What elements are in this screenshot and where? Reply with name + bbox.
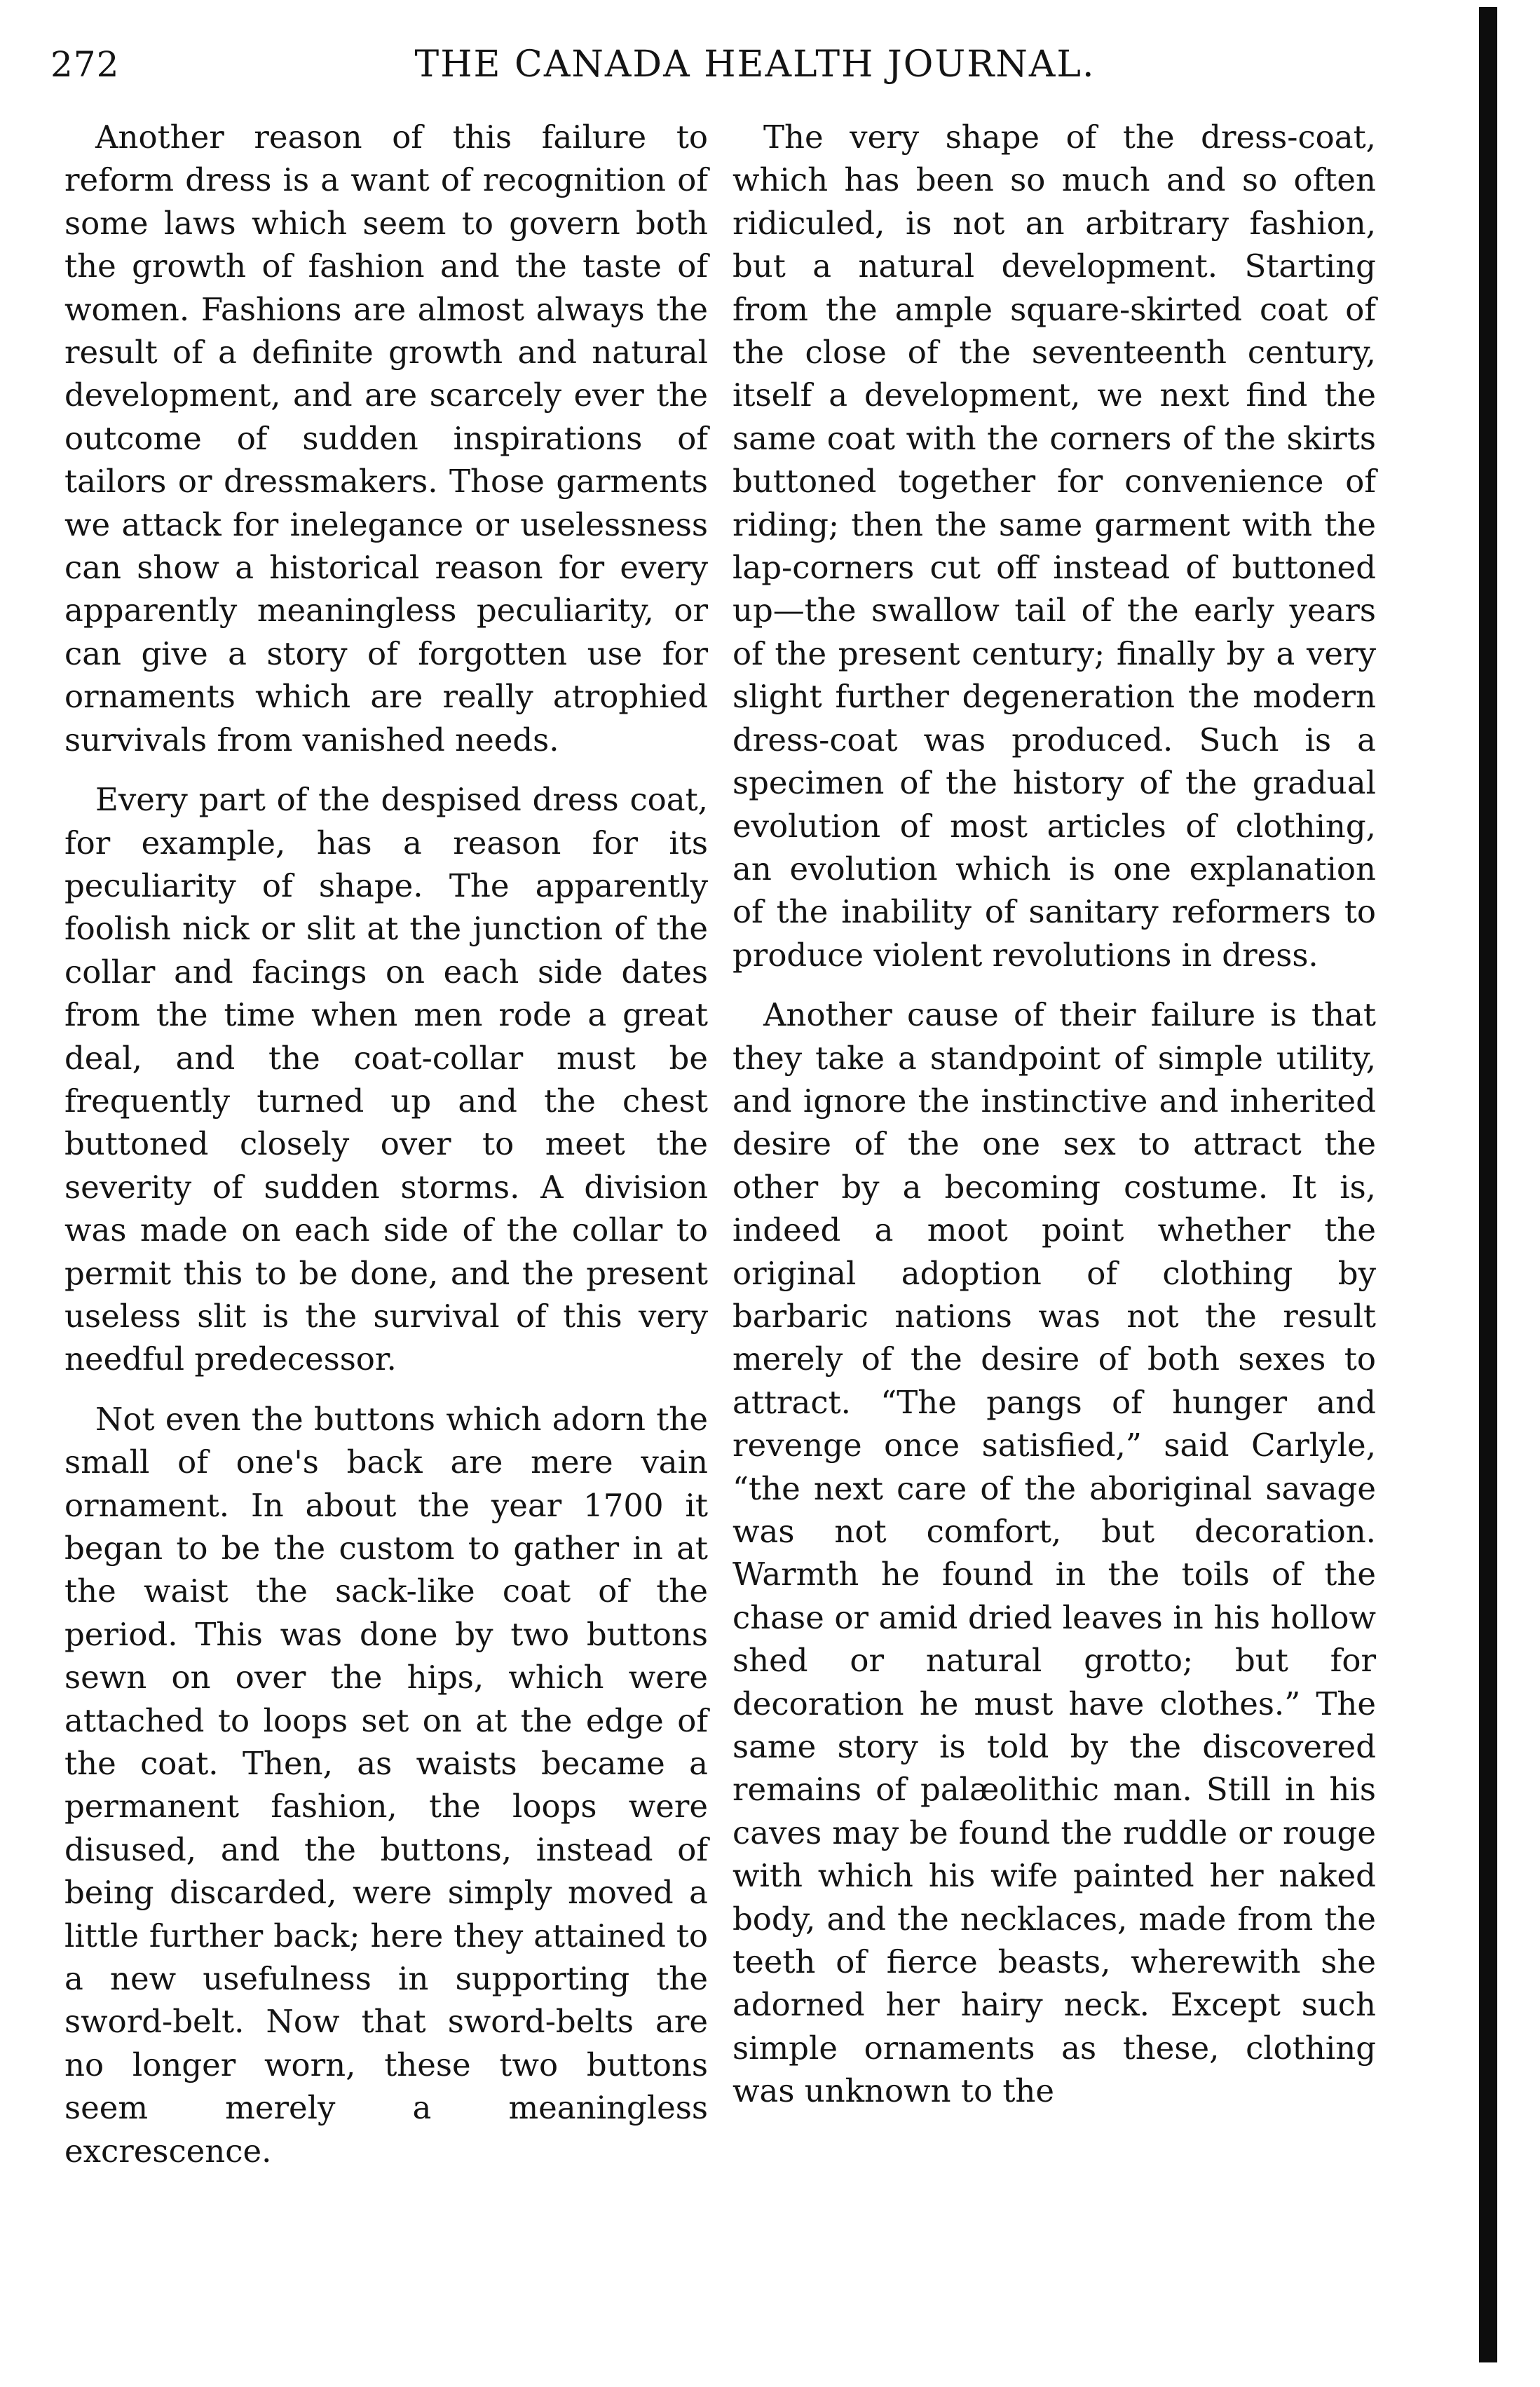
paragraph: Another cause of their failure is that they take a standpoint of simple utility, and ignore the instinctive and inherited desire of the one sex to attract the other by a becoming costume. It is, indeed a moot point whether the original adoption of clothing by barbaric nations was not the result merely of the desire of both sexes to attract. “The pangs of hunger and revenge once satisfied,” said Carlyle, “the next care of the aboriginal savage was not comfort, but decoration. Warmth he found in the toils of the chase or amid dried leaves in his hollow shed or natural grotto; but for decoration he must have clothes.” The same story is told by the discovered remains of palæolithic man. Still in his caves may be found the ruddle or rouge with which his wife painted her naked body, and the necklaces, made from the teeth of fierce beasts, wherewith she adorned her hairy neck. Except such simple ornaments as these, clothing was unknown to the [732,996,1376,2110]
left-column [64,116,708,2189]
running-title: THE CANADA HEALTH JOURNAL. [414,43,1096,86]
page-header [50,36,1382,93]
paragraph: Another reason of this failure to reform dress is a want of recognition of some laws which seem to govern both the growth of fashion and the taste of women. Fashions are almost always the result of a definite growth and natural development, and are scarcely ever the outcome of sudden inspirations of tailors or dressmakers. Those garments we attack for inelegance or uselessness can show a historical reason for every apparently meaningless peculiarity, or can give a story of forgotten use for ornaments which are really atrophied survivals from vanished needs. [64,118,708,759]
right-column [732,116,1376,2130]
paragraph: Every part of the despised dress coat, for example, has a reason for its peculiarity of shape. The apparently foolish nick or slit at the junction of the collar and facings on each side dates from the time when men rode a great deal, and the coat-collar must be frequently turned up and the chest buttoned closely over to meet the severity of sudden storms. A division was made on each side of the collar to permit this to be done, and the present useless slit is the survival of this very needful predecessor. [64,781,708,1378]
paragraph: Not even the buttons which adorn the small of one's back are mere vain ornament. In about the year 1700 it began to be the custom to gather in at the waist the sack-like coat of the period. This was done by two buttons sewn on over the hips, which were attached to loops set on at the edge of the coat. Then, as waists became a permanent fashion, the loops were disused, and the buttons, instead of being discarded, were simply moved a little further back; here they attained to a new usefulness in supporting the sword-belt. Now that sword-belts are no longer worn, these two buttons seem merely a meaningless excrescence. [64,1400,708,2170]
page-edge-rule [1479,7,1497,2362]
paragraph: The very shape of the dress-coat, which has been so much and so often ridiculed, is not an arbitrary fashion, but a natural development. Starting from the ample square-skirted coat of the close of the seventeenth century, itself a development, we next find the same coat with the corners of the skirts buttoned together for convenience of riding; then the same garment with the lap-corners cut off instead of buttoned up—the swallow tail of the early years of the present century; finally by a very slight further degeneration the modern dress-coat was produced. Such is a specimen of the history of the gradual evolution of most articles of clothing, an evolution which is one explanation of the inability of sanitary reformers to produce violent revolutions in dress. [732,118,1376,974]
page-number: 272 [50,44,120,85]
